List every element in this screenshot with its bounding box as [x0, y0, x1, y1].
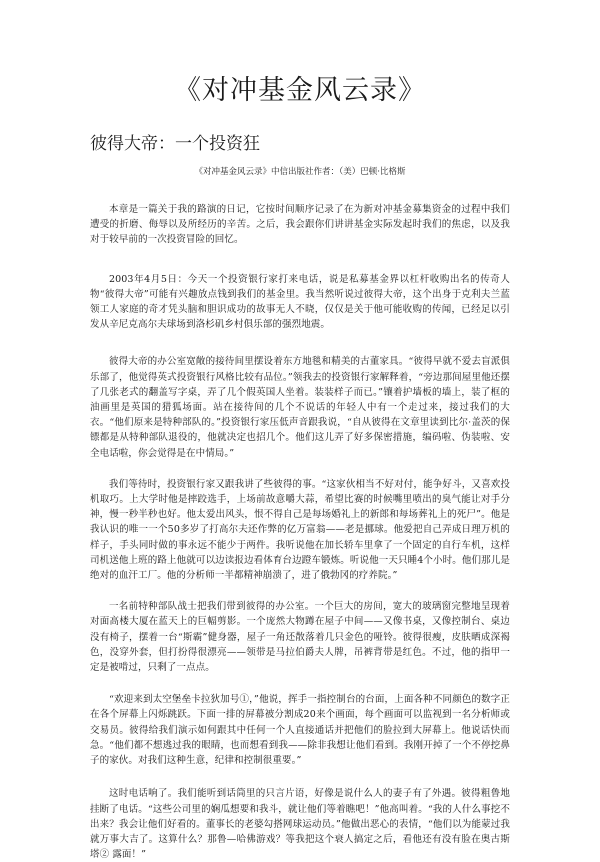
paragraph: 彼得大帝的办公室宽敞的接待间里摆设着东方地毯和精美的古董家具。“彼得早就不爱去盲派俱乐部了，他觉得英式投资银行风格比较有品位。”领我去的投资银行家解释着，“旁边那间屋里他还摆了几张老式的翻盖写字桌，弄了几个假英国人坐着。装装样子而已。”镶着护墙板的墙上，装了框的油画里是英国的猎狐场面。站在接待间的几个不说话的年轻人中有一个走过来，接过我们的大衣。“他们原来是特种部队的。”投资银行家压低声音跟我说，“自从彼得在文章里读到比尔·盖茨的保镖都是从特种部队退役的，他就决定也招几个。他们这儿弄了好多保密措施，编码啦、伪装啦、安全电话啦，你会觉得是在中情局。”	[90, 356, 510, 459]
source-line: 《对冲基金风云录》中信出版社作者：（美）巴顿·比格斯	[194, 167, 406, 177]
chapter-subtitle: 彼得大帝：一个投资狂	[90, 134, 260, 154]
paragraph: 2003年4月5日：今天一个投资银行家打来电话，说是私募基金界以杠杆收购出名的传奇人物“彼得大帝”可能有兴趣放点钱到我们的基金里。我当然听说过彼得大帝，这个出身于克利夫兰蓝领工人家庭的奇才凭头脑和胆识成功的故事无人不晓，仅仅是关于他可能收购的传闻，已经足以引发从辛尼克高尔夫球场到洛杉矶乡村俱乐部的强烈地震。	[90, 273, 510, 331]
document-title: 《对冲基金风云录》	[174, 75, 426, 106]
paragraph: 本章是一篇关于我的路演的日记，它按时间顺序记录了在为新对冲基金募集资金的过程中我们遭受的折磨、侮辱以及所经历的辛苦。之后，我会跟你们讲讲基金实际发起时我们的焦虑，以及我对于较早前的一次投资冒险的回忆。	[90, 204, 510, 246]
paragraph: 一名前特种部队战士把我们带到彼得的办公室。一个巨大的房间，宽大的玻璃窗完整地呈现着对面高楼大厦在蓝天上的巨幅剪影。一个庞然大物蹲在屋子中间——又像书桌，又像控制台、桌边没有椅子，摆着一台“斯霸”健身器，屋子一角还散落着几只金色的哑铃。彼得很瘦，皮肤晒成深褐色，没穿外套，但打扮得很漂亮——领带是马拉伯爵夫人牌，吊裤背带是红色。不过，他的指甲一定是被啃过，只剩了一点点。	[90, 601, 510, 674]
paragraph: “欢迎来到太空堡垒卡拉狄加号①，”他说，挥手一指控制台的台面，上面各种不同颜色的数字正在各个屏幕上闪烁跳跃。下面一排的屏幕被分割成20来个画面，每个画面可以监视到一名分析师或交易员。彼得给我们演示如何跟其中任何一个人直接通话并把他们的脸拉到大屏幕上。他说话快而急。“他们都不想逃过我的眼睛，也而想看到我——除非我想让他们看到。我刚开掉了一个不停挖鼻子的家伙。对我们这种生意，纪律和控制很重要。”	[90, 694, 510, 767]
paragraph: 这时电话响了。我们能听到话筒里的只言片语，好像是说什么人的妻子有了外遇。彼得粗鲁地挂断了电话。“这些公司里的娴瓜想要和我斗，就让他们等着瞧吧！”他高叫着。“我的人什么事挖不出来？我会让他们好看的。董事长的老婆勾搭网球运动员。”他做出恶心的表情，“他们以为能蒙过我就万事大吉了。这算什么？那鲁—哈佛游戏？等我把这个衰人搞定之后，看他还有没有脸在奥古斯塔② 露面！”	[90, 788, 510, 861]
paragraph: 我们等待时，投资银行家又跟我讲了些彼得的事。“这家伙相当不好对付，能争好斗，又喜欢投机取巧。上大学时他是摔跤选手，上场前故意嚼大蒜，希望比赛的时候嘴里喷出的臭气能让对手分神，慢一秒半秒也好。他太爱出风头，恨不得自己是每场婚礼上的新郎和每场葬礼上的死尸”。他是我认识的唯一一个50多岁了打高尔夫还作弊的亿万富翁——老是挪球。他爱把自己弄成日理万机的样子，手头同时做的事永远不能少于两件。我听说他在加长轿车里拿了一个固定的自行车机，这样司机送他上班的路上他就可以边读报边看体育台边蹬车锻炼。听说他一天只睡4个小时。他们那儿是绝对的血汗工厂。他的分析师一半都精神崩溃了，进了俄勃冈的疗养院。”	[90, 478, 510, 582]
